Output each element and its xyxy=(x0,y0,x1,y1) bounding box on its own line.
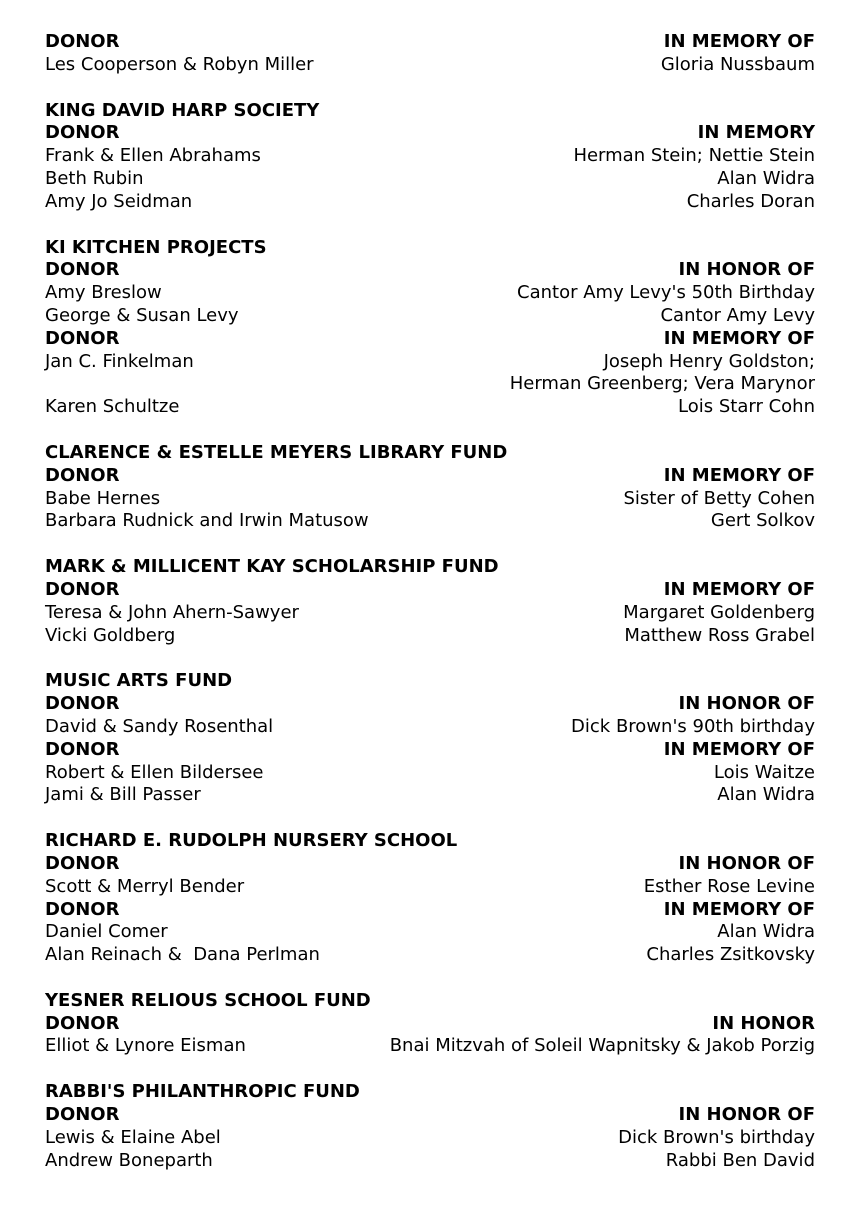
tribute-line: IN HONOR OF xyxy=(678,259,815,281)
section-title: CLARENCE & ESTELLE MEYERS LIBRARY FUND xyxy=(45,441,508,463)
tribute-column-header xyxy=(119,739,815,762)
tribute-column-header xyxy=(119,328,815,351)
donation-row xyxy=(45,944,815,967)
column-header-row xyxy=(45,693,815,716)
donor-column-header: DONOR xyxy=(45,31,120,52)
tribute-line: Herman Greenberg; Vera Marynor xyxy=(509,373,815,395)
column-header-row xyxy=(45,739,815,762)
tribute-line: Margaret Goldenberg xyxy=(623,601,815,623)
tribute-name xyxy=(246,1035,815,1058)
donation-row xyxy=(45,921,815,944)
donor-column-header: DONOR xyxy=(45,464,120,486)
donor-column-header: DONOR xyxy=(45,898,120,920)
tribute-line: Herman Stein; Nettie Stein xyxy=(573,145,815,167)
tribute-line: Lois Starr Cohn xyxy=(678,396,815,418)
tribute-line: Alan Widra xyxy=(717,167,815,189)
column-header-row xyxy=(45,899,815,922)
tribute-line: IN MEMORY OF xyxy=(663,327,815,349)
fund-section-king-david-harp-society xyxy=(45,100,815,214)
tribute-name xyxy=(160,488,815,511)
donor-name: George & Susan Levy xyxy=(45,304,239,326)
tribute-column-header xyxy=(119,465,815,488)
donor-column-header: DONOR xyxy=(45,738,120,760)
tribute-column-header xyxy=(119,853,815,876)
donation-row xyxy=(45,510,815,533)
tribute-line: Bnai Mitzvah of Soleil Wapnitsky & Jakob Porzig xyxy=(389,1035,815,1057)
column-header-row xyxy=(45,1013,815,1036)
tribute-column-header xyxy=(119,899,815,922)
tribute-line: Cantor Amy Levy xyxy=(660,304,815,326)
tribute-line: IN HONOR OF xyxy=(678,1104,815,1126)
fund-section-rabbi-s-philanthropic-fund xyxy=(45,1081,815,1172)
tribute-name xyxy=(314,54,815,77)
donor-name: Amy Jo Seidman xyxy=(45,190,193,212)
donation-row xyxy=(45,1150,815,1173)
donation-row xyxy=(45,1127,815,1150)
fund-section-music-arts-fund xyxy=(45,670,815,807)
tribute-line: IN MEMORY xyxy=(697,122,815,144)
donor-name: Scott & Merryl Bender xyxy=(45,875,245,897)
donation-row xyxy=(45,351,815,397)
donor-name: Robert & Ellen Bildersee xyxy=(45,761,264,783)
tribute-line: IN MEMORY OF xyxy=(663,578,815,600)
donation-row xyxy=(45,488,815,511)
donor-name: Daniel Comer xyxy=(45,921,168,943)
tribute-column-header xyxy=(119,31,815,54)
donor-column-header: DONOR xyxy=(45,122,120,144)
donor-name: Amy Breslow xyxy=(45,282,162,304)
tribute-name xyxy=(213,1150,815,1173)
donor-name: Teresa & John Ahern-Sawyer xyxy=(45,601,299,623)
donation-row xyxy=(45,876,815,899)
tribute-name xyxy=(221,1127,815,1150)
fund-section-ki-kitchen-projects xyxy=(45,237,815,419)
donor-name: Andrew Boneparth xyxy=(45,1149,213,1171)
column-header-row xyxy=(45,1104,815,1127)
column-header-row xyxy=(45,259,815,282)
tribute-name xyxy=(320,944,815,967)
tribute-column-header xyxy=(119,122,815,145)
tribute-column-header xyxy=(119,1013,815,1036)
donor-name: Beth Rubin xyxy=(45,167,144,189)
donation-row xyxy=(45,602,815,625)
donor-name: Jami & Bill Passer xyxy=(45,784,201,806)
tribute-name xyxy=(239,305,815,328)
donation-row xyxy=(45,168,815,191)
donation-row xyxy=(45,145,815,168)
fund-section-yesner-relious-school-fund xyxy=(45,990,815,1058)
tribute-line: Esther Rose Levine xyxy=(643,875,815,897)
donor-name: Elliot & Lynore Eisman xyxy=(45,1035,246,1057)
donor-column-header: DONOR xyxy=(45,1012,120,1034)
tribute-name xyxy=(144,168,815,191)
column-header-row xyxy=(45,465,815,488)
donor-name: Jan C. Finkelman xyxy=(45,350,194,372)
tribute-line: Matthew Ross Grabel xyxy=(624,624,815,646)
tribute-line: Joseph Henry Goldston; xyxy=(603,350,815,372)
tribute-name xyxy=(264,762,815,785)
donor-name: Alan Reinach & Dana Perlman xyxy=(45,944,320,966)
tribute-line: IN MEMORY OF xyxy=(663,464,815,486)
donor-name: Vicki Goldberg xyxy=(45,624,176,646)
donor-column-header: DONOR xyxy=(45,1104,120,1126)
tribute-name xyxy=(273,716,815,739)
donor-name: Les Cooperson & Robyn Miller xyxy=(45,53,314,75)
column-header-row xyxy=(45,579,815,602)
column-header-row xyxy=(45,853,815,876)
tribute-name xyxy=(369,510,815,533)
donation-row xyxy=(45,191,815,214)
donor-name: David & Sandy Rosenthal xyxy=(45,715,274,737)
donor-column-header: DONOR xyxy=(45,693,120,715)
tribute-line: IN MEMORY OF xyxy=(663,898,815,920)
tribute-line: IN HONOR OF xyxy=(678,852,815,874)
tribute-line: Gert Solkov xyxy=(710,510,815,532)
donation-row xyxy=(45,54,815,77)
tribute-line: IN MEMORY OF xyxy=(663,31,815,52)
donation-row xyxy=(45,762,815,785)
section-title: MUSIC ARTS FUND xyxy=(45,670,233,692)
donor-column-header: DONOR xyxy=(45,327,120,349)
tribute-line: Alan Widra xyxy=(717,784,815,806)
tribute-line: Cantor Amy Levy's 50th Birthday xyxy=(517,282,815,304)
section-title: YESNER RELIOUS SCHOOL FUND xyxy=(45,989,371,1011)
tribute-name xyxy=(201,784,815,807)
tribute-column-header xyxy=(119,1104,815,1127)
tribute-name xyxy=(168,921,815,944)
tribute-line: Dick Brown's birthday xyxy=(618,1126,815,1148)
tribute-column-header xyxy=(119,579,815,602)
donor-name: Karen Schultze xyxy=(45,396,180,418)
section-title: RABBI'S PHILANTHROPIC FUND xyxy=(45,1081,360,1103)
tribute-line: Lois Waitze xyxy=(713,761,815,783)
fund-section-richard-e-rudolph-nursery-school xyxy=(45,830,815,967)
fund-section-mark-millicent-kay-scholarship-fund xyxy=(45,556,815,647)
donor-name: Barbara Rudnick and Irwin Matusow xyxy=(45,510,369,532)
tribute-column-header xyxy=(119,259,815,282)
tribute-line: Sister of Betty Cohen xyxy=(623,487,815,509)
fund-section-general xyxy=(45,31,815,77)
tribute-line: Gloria Nussbaum xyxy=(660,53,815,75)
donor-name: Babe Hernes xyxy=(45,487,161,509)
tribute-line: IN HONOR xyxy=(712,1012,815,1034)
donor-column-header: DONOR xyxy=(45,259,120,281)
donation-row xyxy=(45,305,815,328)
tribute-name xyxy=(299,602,815,625)
section-title: KI KITCHEN PROJECTS xyxy=(45,236,267,258)
tribute-line: Rabbi Ben David xyxy=(665,1149,815,1171)
tribute-line: IN MEMORY OF xyxy=(663,738,815,760)
tribute-name xyxy=(162,282,815,305)
donor-name: Lewis & Elaine Abel xyxy=(45,1126,221,1148)
fund-section-clarence-estelle-meyers-library-fund xyxy=(45,442,815,533)
section-title: RICHARD E. RUDOLPH NURSERY SCHOOL xyxy=(45,830,458,852)
donor-column-header: DONOR xyxy=(45,852,120,874)
donation-row xyxy=(45,625,815,648)
donation-row xyxy=(45,282,815,305)
tribute-column-header xyxy=(119,693,815,716)
tribute-line: Charles Zsitkovsky xyxy=(646,944,815,966)
section-title: MARK & MILLICENT KAY SCHOLARSHIP FUND xyxy=(45,556,499,578)
tribute-name xyxy=(175,625,815,648)
tribute-name xyxy=(261,145,815,168)
donor-name: Frank & Ellen Abrahams xyxy=(45,145,261,167)
donation-row xyxy=(45,1035,815,1058)
column-header-row xyxy=(45,122,815,145)
tribute-line: Alan Widra xyxy=(717,921,815,943)
tribute-line: Charles Doran xyxy=(686,190,815,212)
tribute-name xyxy=(192,191,815,214)
tribute-name xyxy=(194,351,815,397)
tribute-line: IN HONOR OF xyxy=(678,693,815,715)
donation-row xyxy=(45,716,815,739)
tribute-line: Dick Brown's 90th birthday xyxy=(571,715,815,737)
column-header-row xyxy=(45,31,815,54)
donor-column-header: DONOR xyxy=(45,578,120,600)
section-title: KING DAVID HARP SOCIETY xyxy=(45,99,320,121)
donation-row xyxy=(45,784,815,807)
tribute-name xyxy=(179,396,815,419)
column-header-row xyxy=(45,328,815,351)
tribute-name xyxy=(244,876,815,899)
donation-row xyxy=(45,396,815,419)
